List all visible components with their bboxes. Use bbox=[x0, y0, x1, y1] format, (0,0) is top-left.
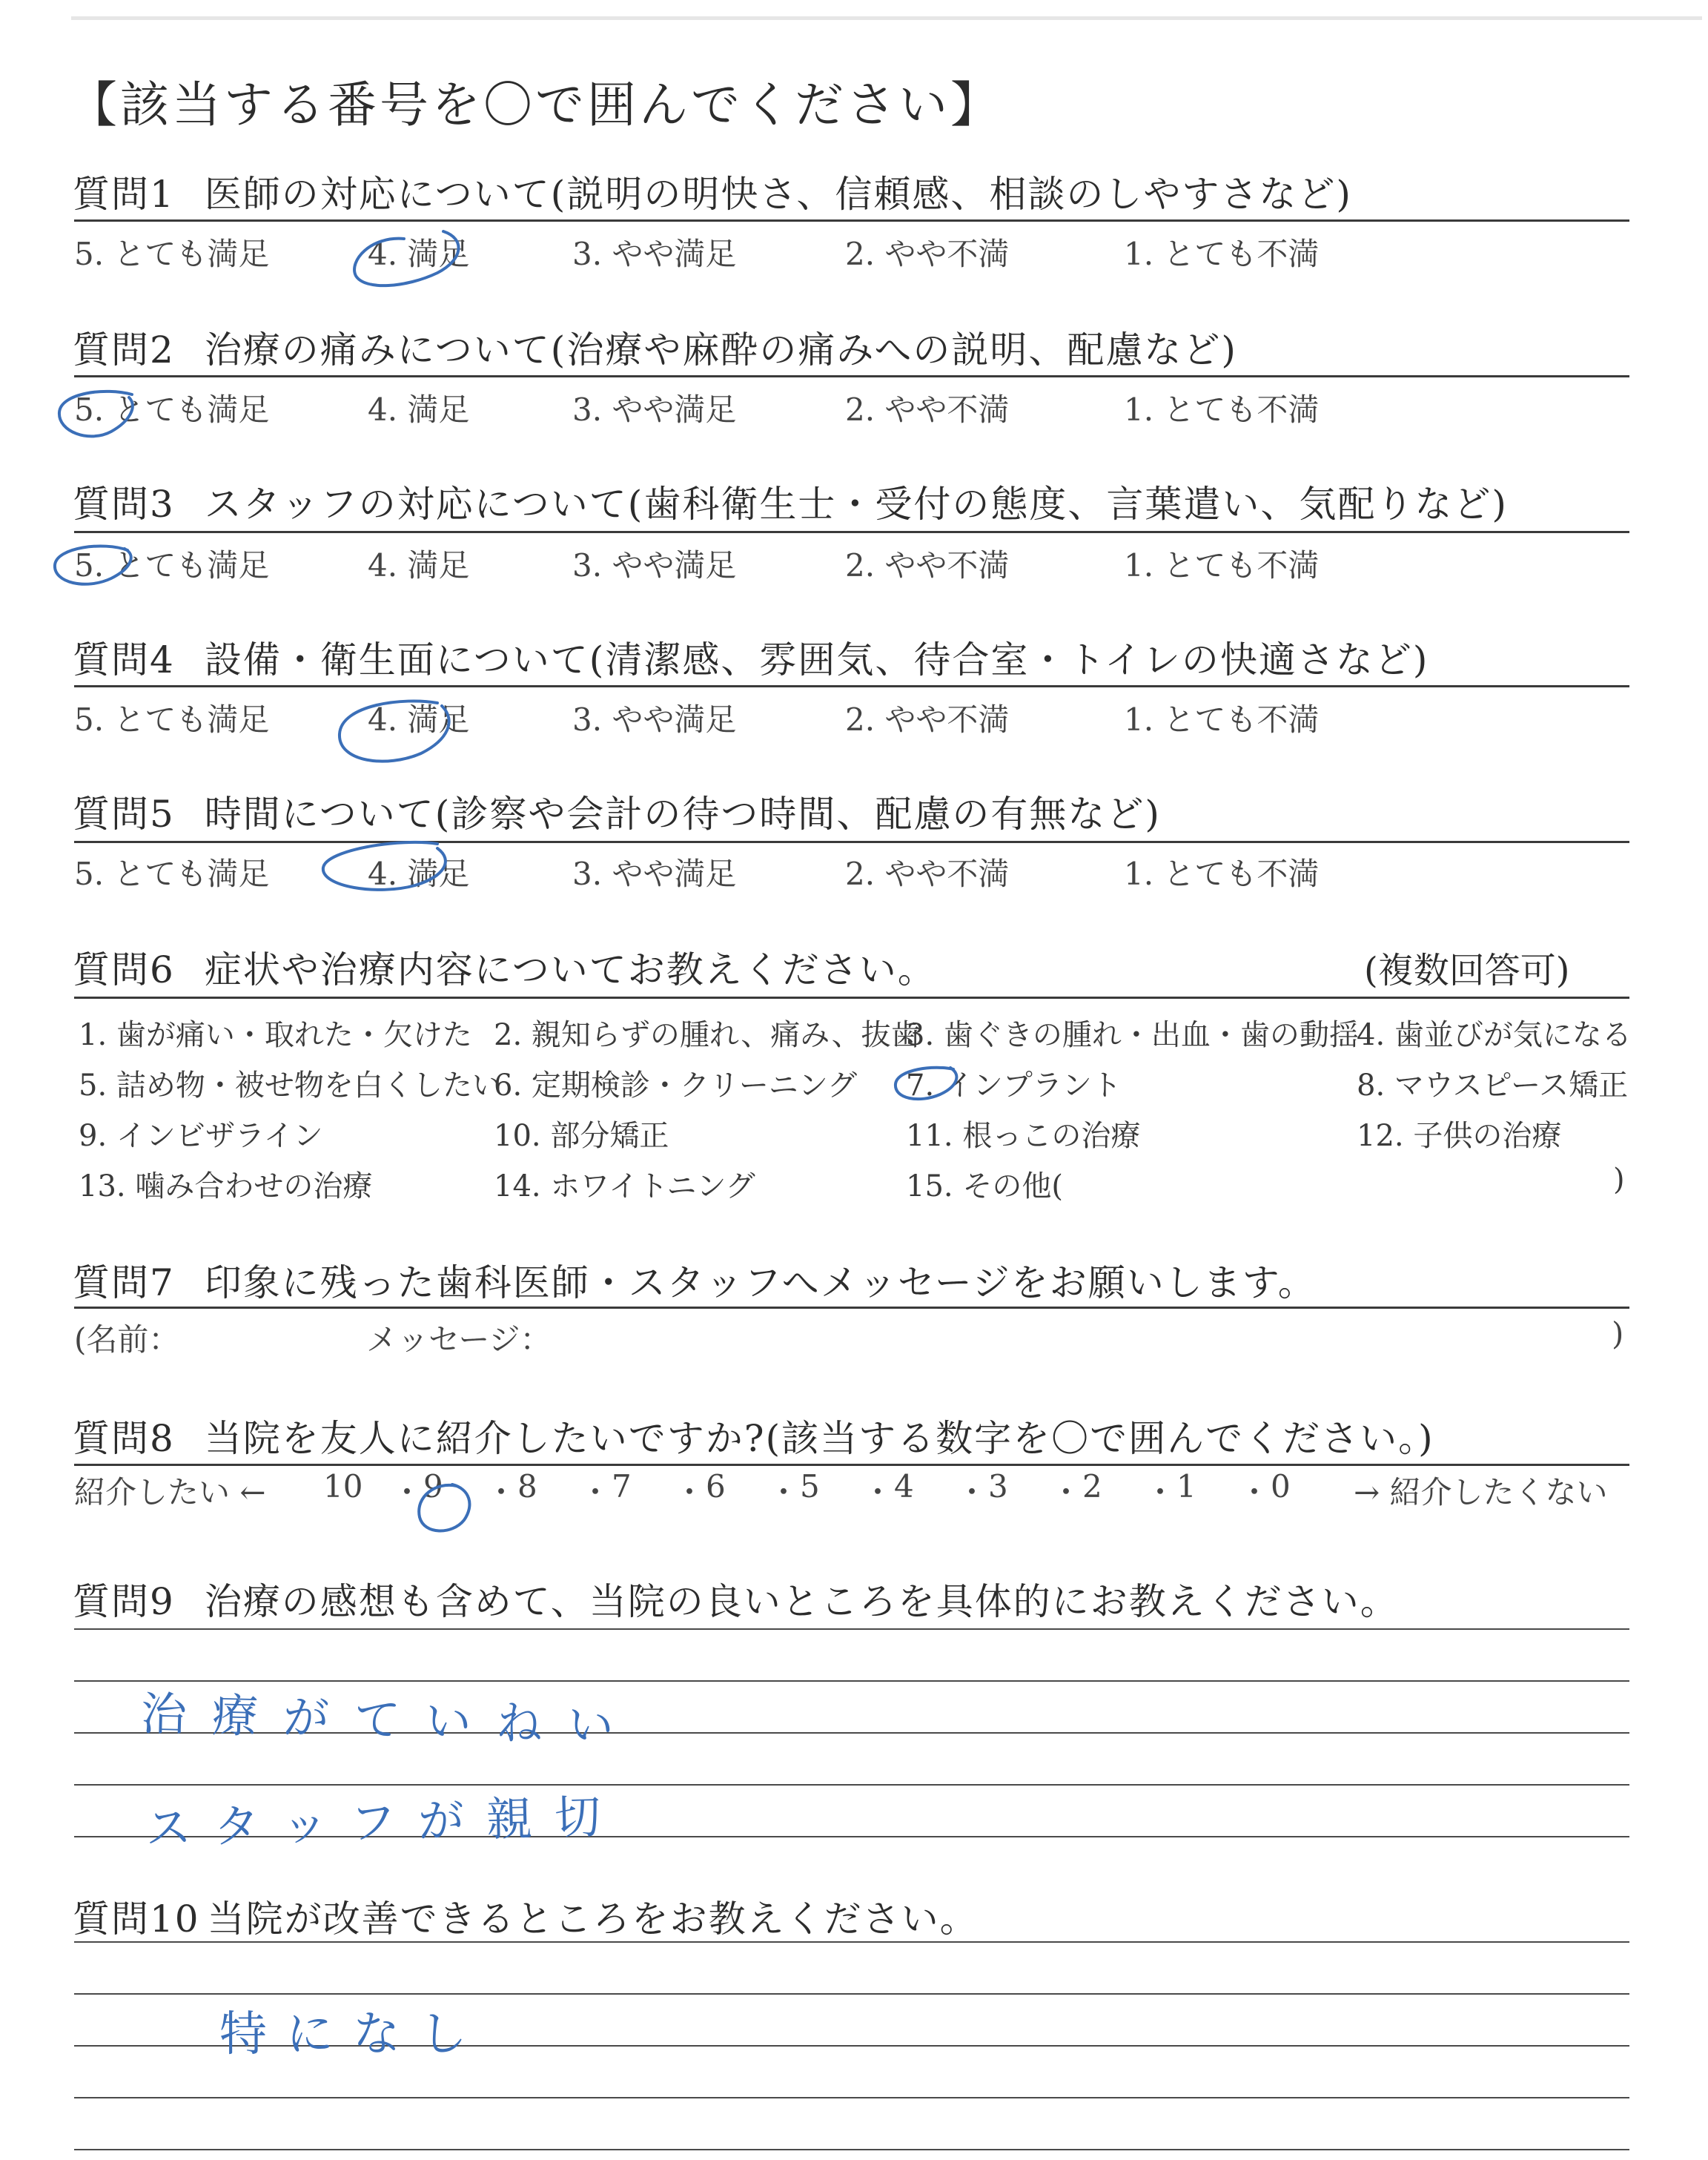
q6-option-8[interactable]: 8. マウスピース矯正 bbox=[1357, 1069, 1629, 1103]
q7-message-label: メッセージ： bbox=[366, 1321, 552, 1358]
q6-option-13[interactable]: 13. 噛み合わせの治療 bbox=[79, 1169, 373, 1203]
q6-option-2[interactable]: 2. 親知らずの腫れ、痛み、抜歯 bbox=[494, 1018, 921, 1052]
q6-option-3[interactable]: 3. 歯ぐきの腫れ・出血・歯の動揺 bbox=[906, 1018, 1359, 1052]
q2-option-4[interactable]: 4. 満足 bbox=[368, 392, 470, 428]
q6-option-10[interactable]: 10. 部分矯正 bbox=[494, 1119, 669, 1153]
q6-option-4[interactable]: 4. 歯並びが気になる bbox=[1357, 1018, 1632, 1052]
recommend-score-7[interactable]: 7 bbox=[612, 1468, 632, 1505]
scale-separator-dot: ・ bbox=[391, 1474, 423, 1510]
recommend-score-10[interactable]: 10 bbox=[323, 1468, 363, 1505]
q2-option-2[interactable]: 2. やや不満 bbox=[845, 392, 1010, 428]
q4-selection-circle bbox=[340, 701, 449, 761]
q1-option-2[interactable]: 2. やや不満 bbox=[845, 236, 1010, 272]
question-4: 質問4 設備・衛生面について(清潔感、雰囲気、待合室・トイレの快適さなど) bbox=[73, 638, 1429, 681]
scale-separator-dot: ・ bbox=[1239, 1474, 1271, 1510]
question-1: 質問1 医師の対応について(説明の明快さ、信頼感、相談のしやすさなど) bbox=[73, 173, 1352, 216]
q6-option-11[interactable]: 11. 根っこの治療 bbox=[906, 1119, 1141, 1153]
q1-option-5[interactable]: 5. とても満足 bbox=[74, 236, 270, 272]
recommend-score-6[interactable]: 6 bbox=[706, 1468, 726, 1505]
question-6: 質問6 症状や治療内容についてお教えください。 bbox=[73, 948, 936, 991]
recommend-right-label: → 紹介したくない bbox=[1354, 1474, 1608, 1510]
q7-name-label: (名前： bbox=[74, 1321, 180, 1358]
page-title: 【該当する番号を〇で囲んでください】 bbox=[68, 76, 1002, 133]
recommend-left-label: 紹介したい ← bbox=[74, 1474, 266, 1510]
question-7: 質問7 印象に残った歯科医師・スタッフへメッセージをお願いします。 bbox=[73, 1261, 1317, 1304]
q3-option-1[interactable]: 1. とても不満 bbox=[1124, 547, 1320, 584]
q2-selection-circle bbox=[59, 392, 133, 437]
recommend-score-3[interactable]: 3 bbox=[988, 1468, 1008, 1505]
q1-option-1[interactable]: 1. とても不満 bbox=[1124, 236, 1320, 272]
q9-handwritten-answer-1: 治療がていねい bbox=[140, 1686, 640, 1754]
q5-option-3[interactable]: 3. やや満足 bbox=[572, 856, 737, 892]
q6-option-1[interactable]: 1. 歯が痛い・取れた・欠けた bbox=[79, 1018, 472, 1052]
q6-selection-circle bbox=[896, 1068, 956, 1099]
question-3: 質問3 スタッフの対応について(歯科衛生士・受付の態度、言葉遣い、気配りなど) bbox=[73, 483, 1508, 526]
recommend-score-1[interactable]: 1 bbox=[1176, 1468, 1196, 1505]
scale-separator-dot: ・ bbox=[486, 1474, 517, 1510]
scale-separator-dot: ・ bbox=[862, 1474, 894, 1510]
q6-other-close-paren: ) bbox=[1613, 1163, 1625, 1197]
scale-separator-dot: ・ bbox=[674, 1474, 706, 1510]
q6-option-12[interactable]: 12. 子供の治療 bbox=[1357, 1119, 1562, 1153]
q6-option-15[interactable]: 15. その他( bbox=[906, 1169, 1063, 1203]
q6-option-9[interactable]: 9. インビザライン bbox=[79, 1119, 323, 1153]
question-9: 質問9 治療の感想も含めて、当院の良いところを具体的にお教えください。 bbox=[73, 1580, 1399, 1623]
q8-selection-circle bbox=[419, 1484, 469, 1531]
recommend-score-5[interactable]: 5 bbox=[800, 1468, 820, 1505]
q4-option-2[interactable]: 2. やや不満 bbox=[845, 701, 1010, 738]
question-10: 質問10 当院が改善できるところをお教えください。 bbox=[73, 1898, 979, 1941]
q4-option-4[interactable]: 4. 満足 bbox=[368, 701, 470, 738]
q6-option-7[interactable]: 7. インプラント bbox=[906, 1069, 1122, 1103]
q5-option-2[interactable]: 2. やや不満 bbox=[845, 856, 1010, 892]
q7-close-paren: ) bbox=[1612, 1315, 1624, 1352]
multiple-answers-note: (複数回答可) bbox=[1364, 950, 1570, 991]
q3-selection-circle bbox=[55, 546, 131, 584]
q5-selection-circle bbox=[323, 842, 446, 890]
q4-option-1[interactable]: 1. とても不満 bbox=[1124, 701, 1320, 738]
q6-option-6[interactable]: 6. 定期検診・クリーニング bbox=[494, 1069, 858, 1103]
q10-handwritten-answer: 特になし bbox=[219, 2007, 486, 2062]
q6-option-14[interactable]: 14. ホワイトニング bbox=[494, 1169, 755, 1203]
q9-handwritten-answer-2: スタッフが親切 bbox=[145, 1789, 623, 1856]
q6-option-5[interactable]: 5. 詰め物・被せ物を白くしたい bbox=[79, 1069, 502, 1103]
q3-option-3[interactable]: 3. やや満足 bbox=[572, 547, 737, 584]
q4-option-3[interactable]: 3. やや満足 bbox=[572, 701, 737, 738]
scale-separator-dot: ・ bbox=[580, 1474, 612, 1510]
recommend-score-9[interactable]: 9 bbox=[423, 1468, 443, 1505]
question-5: 質問5 時間について(診察や会計の待つ時間、配慮の有無など) bbox=[73, 793, 1161, 836]
recommend-score-8[interactable]: 8 bbox=[517, 1468, 537, 1505]
recommend-score-0[interactable]: 0 bbox=[1271, 1468, 1291, 1505]
scale-separator-dot: ・ bbox=[768, 1474, 800, 1510]
question-2: 質問2 治療の痛みについて(治療や麻酔の痛みへの説明、配慮など) bbox=[73, 328, 1237, 371]
q1-selection-circle bbox=[354, 231, 458, 285]
q5-option-5[interactable]: 5. とても満足 bbox=[74, 856, 270, 892]
q2-option-3[interactable]: 3. やや満足 bbox=[572, 392, 737, 428]
scale-separator-dot: ・ bbox=[1145, 1474, 1176, 1510]
q1-option-4[interactable]: 4. 満足 bbox=[368, 236, 470, 272]
recommend-score-4[interactable]: 4 bbox=[894, 1468, 914, 1505]
q5-option-1[interactable]: 1. とても不満 bbox=[1124, 856, 1320, 892]
q3-option-2[interactable]: 2. やや不満 bbox=[845, 547, 1010, 584]
recommend-score-2[interactable]: 2 bbox=[1082, 1468, 1102, 1505]
q3-option-4[interactable]: 4. 満足 bbox=[368, 547, 470, 584]
q1-option-3[interactable]: 3. やや満足 bbox=[572, 236, 737, 272]
q4-option-5[interactable]: 5. とても満足 bbox=[74, 701, 270, 738]
scale-separator-dot: ・ bbox=[956, 1474, 988, 1510]
q2-option-1[interactable]: 1. とても不満 bbox=[1124, 392, 1320, 428]
q3-option-5[interactable]: 5. とても満足 bbox=[74, 547, 270, 584]
q2-option-5[interactable]: 5. とても満足 bbox=[74, 392, 270, 428]
scale-separator-dot: ・ bbox=[1050, 1474, 1082, 1510]
q5-option-4[interactable]: 4. 満足 bbox=[368, 856, 470, 892]
question-8: 質問8 当院を友人に紹介したいですか?(該当する数字を〇で囲んでください。) bbox=[73, 1417, 1434, 1460]
